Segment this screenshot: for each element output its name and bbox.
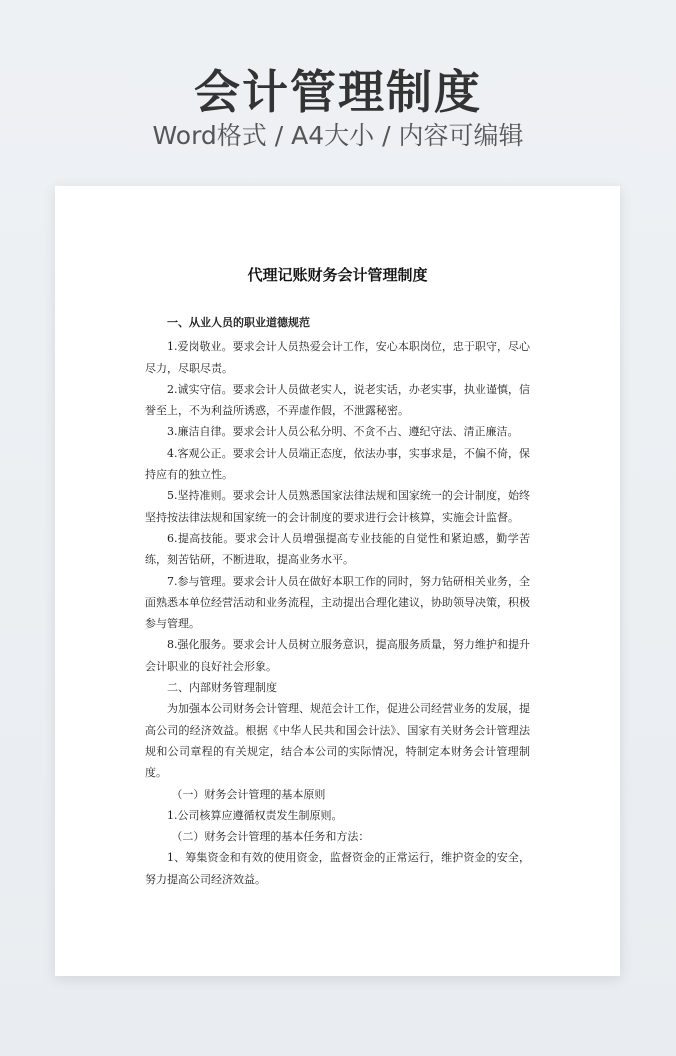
subsection-title-tasks: （二）财务会计管理的基本任务和方法： — [171, 830, 370, 844]
paragraph: 3.廉洁自律。要求会计人员公私分明、不贪不占、遵纪守法、清正廉洁。 — [167, 425, 519, 439]
paragraph: 6.提高技能。要求会计人员增强提高专业技能的自觉性和紧迫感，勤学苦练，刻苦钻研，不断进取，提高业务水平。 — [145, 531, 530, 567]
paragraph: 7.参与管理。要求会计人员在做好本职工作的同时，努力钻研相关业务，全面熟悉本单位经营活动和业务流程，主动提出合理化建议，协助领导决策，积极参与管理。 — [145, 574, 530, 631]
document-body — [145, 312, 530, 890]
section-title-finance: 二、内部财务管理制度 — [167, 681, 277, 695]
paragraph: 1、筹集资金和有效的使用资金，监督资金的正常运行，维护资金的安全，努力提高公司经济效益。 — [145, 851, 530, 886]
banner-subtitle: Word格式 / A4大小 / 内容可编辑 — [152, 121, 524, 150]
paragraph: 1.公司核算应遵循权责发生制原则。 — [167, 808, 343, 822]
paragraph: 为加强本公司财务会计管理、规范会计工作，促进公司经营业务的发展，提高公司的经济效益。根据《中华人民共和国会计法》、国家有关财务会计管理法规和公司章程的有关规定，结合本公司的实际情况，特制定本财务会计管理制度。 — [145, 702, 530, 780]
banner-title: 会计管理制度 — [194, 65, 482, 119]
subsection-title-principles: （一）财务会计管理的基本原则 — [171, 787, 326, 801]
paragraph: 2.诚实守信。要求会计人员做老实人，说老实话，办老实事，执业谨慎，信誉至上，不为利益所诱惑，不弄虚作假，不泄露秘密。 — [145, 382, 530, 418]
paragraph: 4.客观公正。要求会计人员端正态度，依法办事，实事求是，不偏不倚，保持应有的独立性。 — [145, 446, 530, 482]
section-title-ethics: 一、从业人员的职业道德规范 — [167, 316, 310, 329]
document-page — [55, 186, 620, 976]
paragraph: 8.强化服务。要求会计人员树立服务意识，提高服务质量，努力维护和提升会计职业的良好社会形象。 — [145, 638, 530, 673]
paragraph: 1.爱岗敬业。要求会计人员热爱会计工作，安心本职岗位，忠于职守，尽心尽力，尽职尽责。 — [145, 340, 530, 375]
document-heading: 代理记账财务会计管理制度 — [247, 266, 428, 284]
paragraph: 5.坚持准则。要求会计人员熟悉国家法律法规和国家统一的会计制度，始终坚持按法律法规和国家统一的会计制度的要求进行会计核算，实施会计监督。 — [145, 489, 530, 524]
